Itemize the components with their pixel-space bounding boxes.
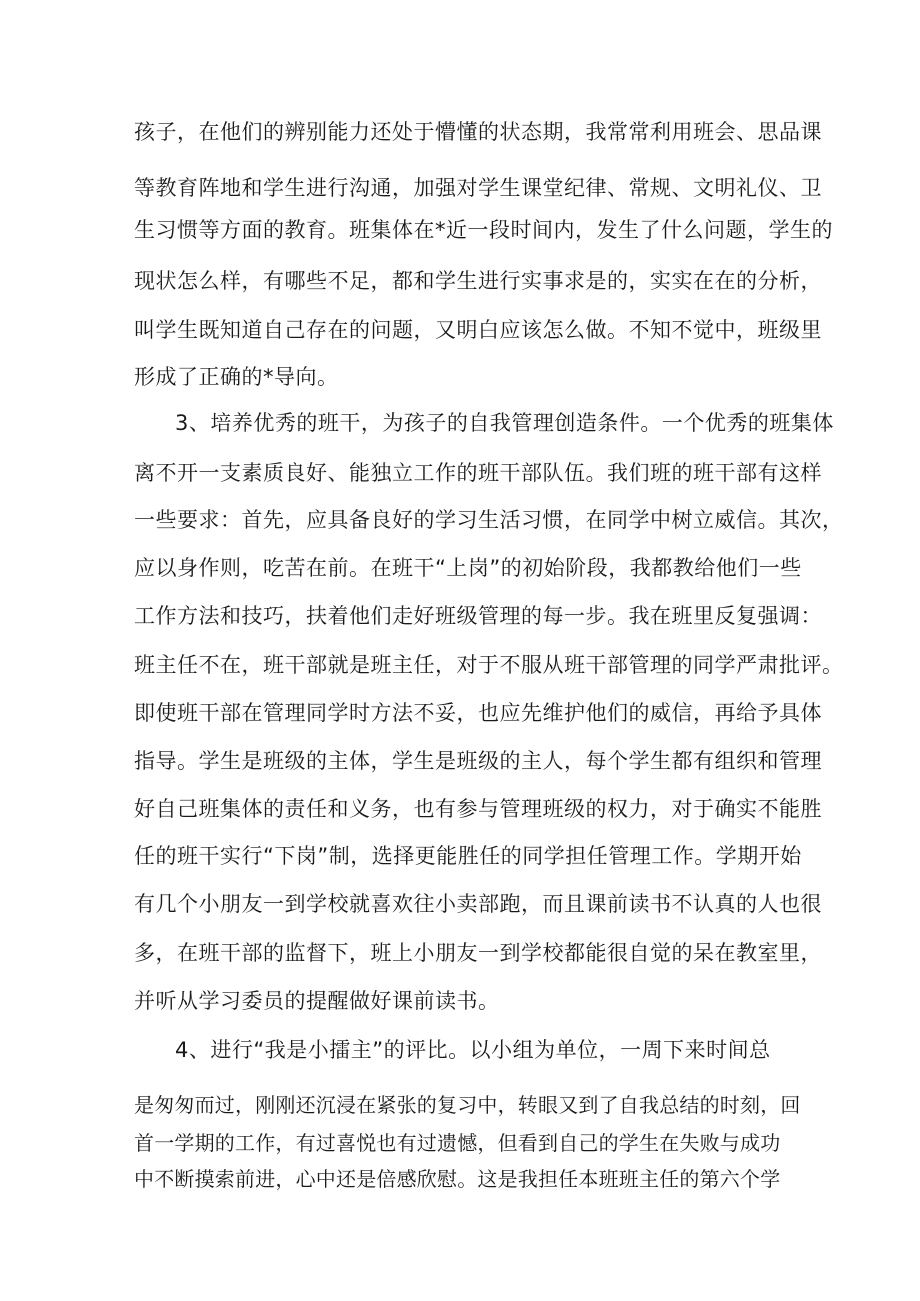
text-line: 离不开一支素质良好、能独立工作的班干部队伍。我们班的班干部有这样 <box>134 461 822 485</box>
text-line: 现状怎么样，有哪些不足，都和学生进行实事求是的，实实在在的分析， <box>134 269 822 293</box>
text-line: 班主任不在，班干部就是班主任，对于不服从班干部管理的同学严肃批评。 <box>134 653 844 677</box>
text-line: 是匆匆而过，刚刚还沉浸在紧张的复习中，转眼又到了自我总结的时刻，回 <box>134 1093 801 1117</box>
text-line: 形成了正确的*导向。 <box>134 365 339 389</box>
text-line: 4、进行“我是小擂主”的评比。以小组为单位，一周下来时间总 <box>175 1038 771 1062</box>
text-line: 并听从学习委员的提醒做好课前读书。 <box>134 989 500 1013</box>
text-line: 有几个小朋友一到学校就喜欢往小卖部跑，而且课前读书不认真的人也很 <box>134 892 822 916</box>
text-line: 生习惯等方面的教育。班集体在*近一段时间内，发生了什么问题，学生的 <box>134 218 833 242</box>
text-line: 等教育阵地和学生进行沟通，加强对学生课堂纪律、常规、文明礼仪、卫 <box>134 176 822 200</box>
text-line: 应以身作则，吃苦在前。在班干“上岗”的初始阶段，我都教给他们一些 <box>134 556 802 580</box>
text-line: 工作方法和技巧，扶着他们走好班级管理的每一步。我在班里反复强调： <box>134 604 822 628</box>
text-line: 中不断摸索前进，心中还是倍感欣慰。这是我担任本班班主任的第六个学 <box>134 1167 781 1191</box>
text-line: 即使班干部在管理同学时方法不妥，也应先维护他们的威信，再给予具体 <box>134 701 822 725</box>
text-line: 3、培养优秀的班干，为孩子的自我管理创造条件。一个优秀的班集体 <box>175 411 834 435</box>
text-line: 任的班干实行“下岗”制，选择更能胜任的同学担任管理工作。学期开始 <box>134 844 802 868</box>
text-line: 多，在班干部的监督下，班上小朋友一到学校都能很自觉的呆在教室里， <box>134 941 822 965</box>
text-line: 叫学生既知道自己存在的问题，又明白应该怎么做。不知不觉中，班级里 <box>134 318 822 342</box>
text-line: 好自己班集体的责任和义务，也有参与管理班级的权力，对于确实不能胜 <box>134 797 822 821</box>
text-line: 指导。学生是班级的主体，学生是班级的主人，每个学生都有组织和管理 <box>134 749 822 773</box>
text-line: 首一学期的工作，有过喜悦也有过遗憾，但看到自己的学生在失败与成功 <box>134 1131 781 1155</box>
text-line: 一些要求：首先，应具备良好的学习生活习惯，在同学中树立威信。其次， <box>134 508 844 532</box>
text-line: 孩子，在他们的辨别能力还处于懵懂的状态期，我常常利用班会、思品课 <box>134 120 822 144</box>
